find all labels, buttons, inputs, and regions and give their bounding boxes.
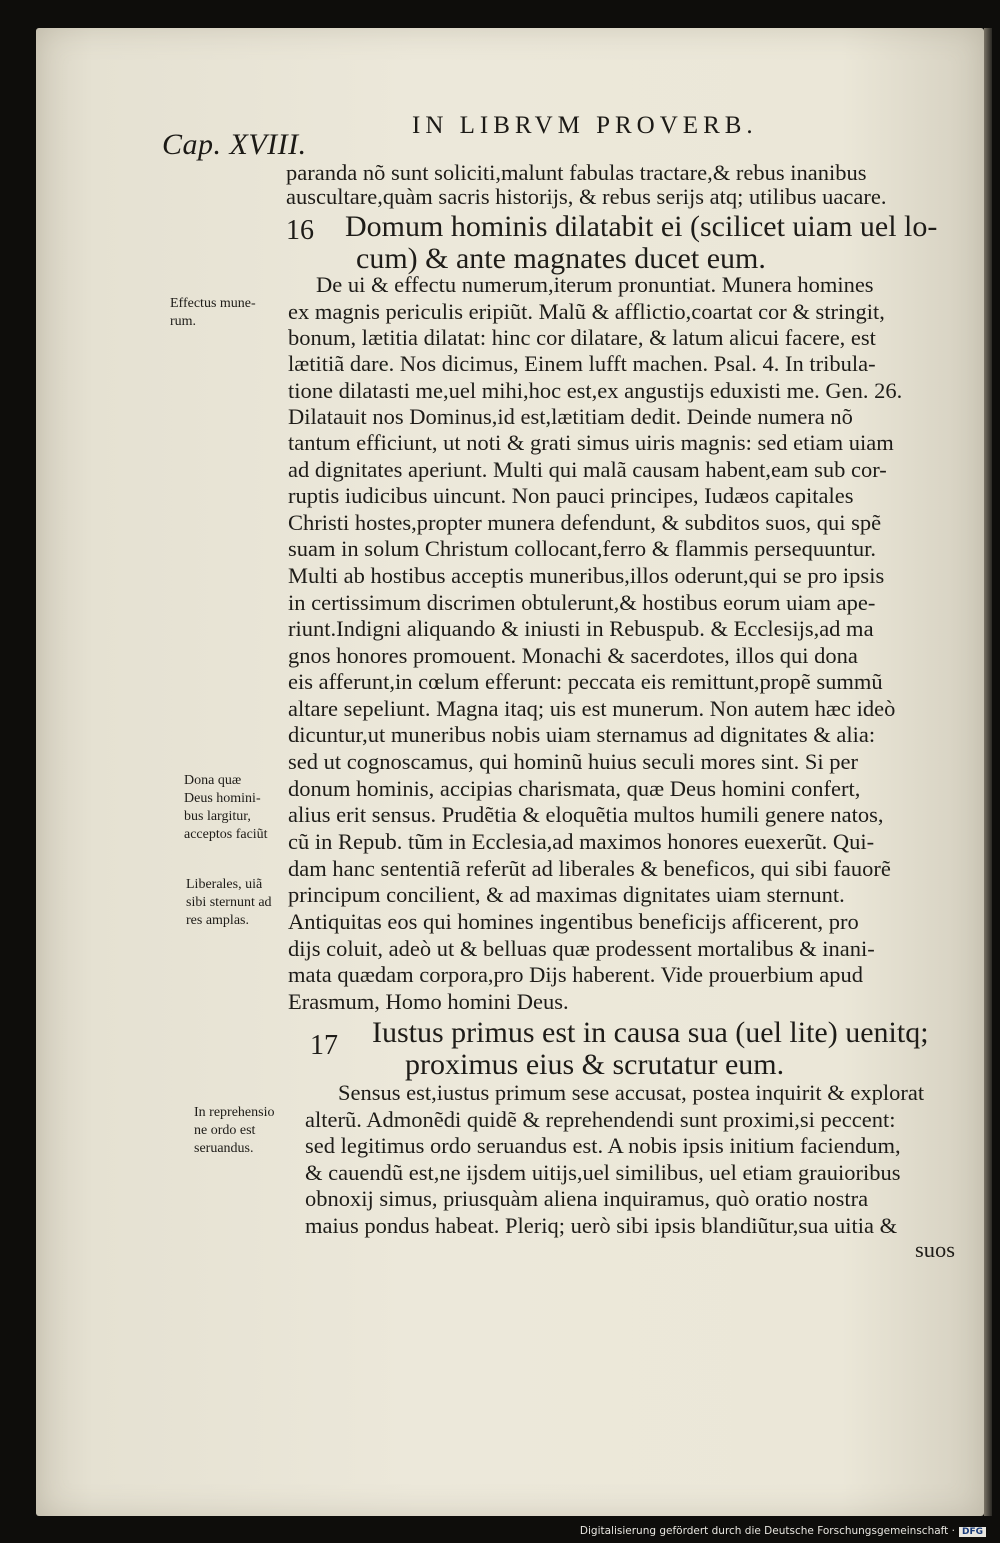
text-line: dam hanc sententiã referũt ad liberales & beneficos, qui sibi fauorẽ [288,856,891,881]
text-line: ex magnis periculis eripiũt. Malũ & afflictio,coartat cor & stringit, [288,299,885,324]
text-line: dijs coluit, adeò ut & belluas quæ prodessent mortalibus & inani- [288,936,875,961]
verse-number: 17 [310,1030,338,1061]
text-line: alterũ. Admonẽdi quidẽ & reprehendendi sunt proximi,si peccent: [305,1107,896,1132]
text-line: principum concilient, & ad maximas dignitates uiam sternunt. [288,882,845,907]
text-line: Multi ab hostibus acceptis muneribus,illos oderunt,qui se pro ipsis [288,563,885,588]
verse-line: proximus eius & scrutatur eum. [405,1048,785,1081]
text-line: gnos honores promouent. Monachi & sacerdotes, illos qui dona [288,643,858,668]
verse-number: 16 [286,215,314,246]
text-line: riunt.Indigni aliquando & iniusti in Rebuspub. & Ecclesijs,ad ma [288,616,874,641]
margin-note: Dona quæ Deus homini- bus largitur, acceptos faciũt [184,773,268,842]
text-line: donum hominis, accipias charismata, quæ Deus homini confert, [288,776,861,801]
text-line: maius pondus habeat. Pleriq; uerò sibi ipsis blandiũtur,sua uitia & [305,1213,898,1238]
text-line: lætitiã dare. Nos dicimus, Einem lufft machen. Psal. 4. In tribula- [288,351,876,376]
text-line: Erasmum, Homo homini Deus. [288,989,569,1014]
text-line: tantum efficiunt, ut noti & grati simus uiris magnis: sed etiam uiam [288,430,894,455]
text-line: ruptis iudicibus uincunt. Non pauci principes, Iudæos capitales [288,483,854,508]
margin-note: Effectus mune- rum. [170,296,256,329]
text-line: Dilatauit nos Dominus,id est,lætitiam dedit. Deinde numera nõ [288,404,853,429]
dfg-logo: DFG [959,1527,986,1537]
text-line: suam in solum Christum collocant,ferro & flammis persequuntur. [288,536,877,561]
text-line: auscultare,quàm sacris historijs, & rebus serijs atq; utilibus uacare. [286,184,887,209]
text-line: Antiquitas eos qui homines ingentibus beneficijs afficerent, pro [288,909,859,934]
text-line: alius erit sensus. Prudẽtia & eloquẽtia multos humili genere natos, [288,802,884,827]
text-line: obnoxij simus, priusquàm aliena inquiramus, quò oratio nostra [305,1186,869,1211]
text-line: & cauendũ est,ne ijsdem uitijs,uel similibus, uel etiam grauioribus [305,1160,901,1185]
text-line: dicuntur,ut muneribus nobis uiam sternamus ad dignitates & alia: [288,722,876,747]
margin-note: Liberales, uiã sibi sternunt ad res amplas. [186,877,272,928]
text-line: sed legitimus ordo seruandus est. A nobis ipsis initium faciendum, [305,1133,901,1158]
text-line: Christi hostes,propter munera defendunt, & subditos suos, qui spẽ [288,510,882,535]
text-line: mata quædam corpora,pro Dijs haberent. Vide prouerbium apud [288,962,863,987]
text-line: Sensus est,iustus primum sese accusat, postea inquirit & explorat [338,1080,925,1105]
verse-line: Iustus primus est in causa sua (uel lite) uenitq; [372,1016,929,1049]
running-title: IN LIBRVM PROVERB. [412,112,758,139]
margin-note: In reprehensio ne ordo est seruandus. [194,1105,275,1156]
text-line: tione dilatasti me,uel mihi,hoc est,ex angustijs eduxisti me. Gen. 26. [288,378,903,403]
text-line: paranda nõ sunt soliciti,malunt fabulas tractare,& rebus inanibus [286,160,867,185]
page-edge-shadow [984,28,992,1516]
digitization-credit: Digitalisierung gefördert durch die Deutsche Forschungsgemeinschaft · DFG [580,1525,986,1537]
text-line: De ui & effectu numerum,iterum pronuntiat. Munera homines [316,272,874,297]
text-line: in certissimum discrimen obtulerunt,& hostibus eorum uiam ape- [288,590,876,615]
text-line: ad dignitates aperiunt. Multi qui malã causam habent,eam sub cor- [288,457,887,482]
text-line: cũ in Repub. tũm in Ecclesia,ad maximos honores euexerũt. Qui- [288,829,875,854]
verse-line: Domum hominis dilatabit ei (scilicet uiam uel lo- [345,210,938,243]
text-line: eis afferunt,in cœlum efferunt: peccata eis remittunt,propẽ summũ [288,669,883,694]
text-line: bonum, lætitia dilatat: hinc cor dilatare, & latum alicui facere, est [288,325,876,350]
verse-line: cum) & ante magnates ducet eum. [356,242,766,275]
text-line: altare sepeliunt. Magna itaq; uis est munerum. Non autem hæc ideò [288,696,896,721]
text-line: suos [915,1237,956,1262]
chapter-header: Cap. XVIII. [162,128,307,161]
text-line: sed ut cognoscamus, qui hominũ huius seculi mores sint. Si per [288,749,858,774]
